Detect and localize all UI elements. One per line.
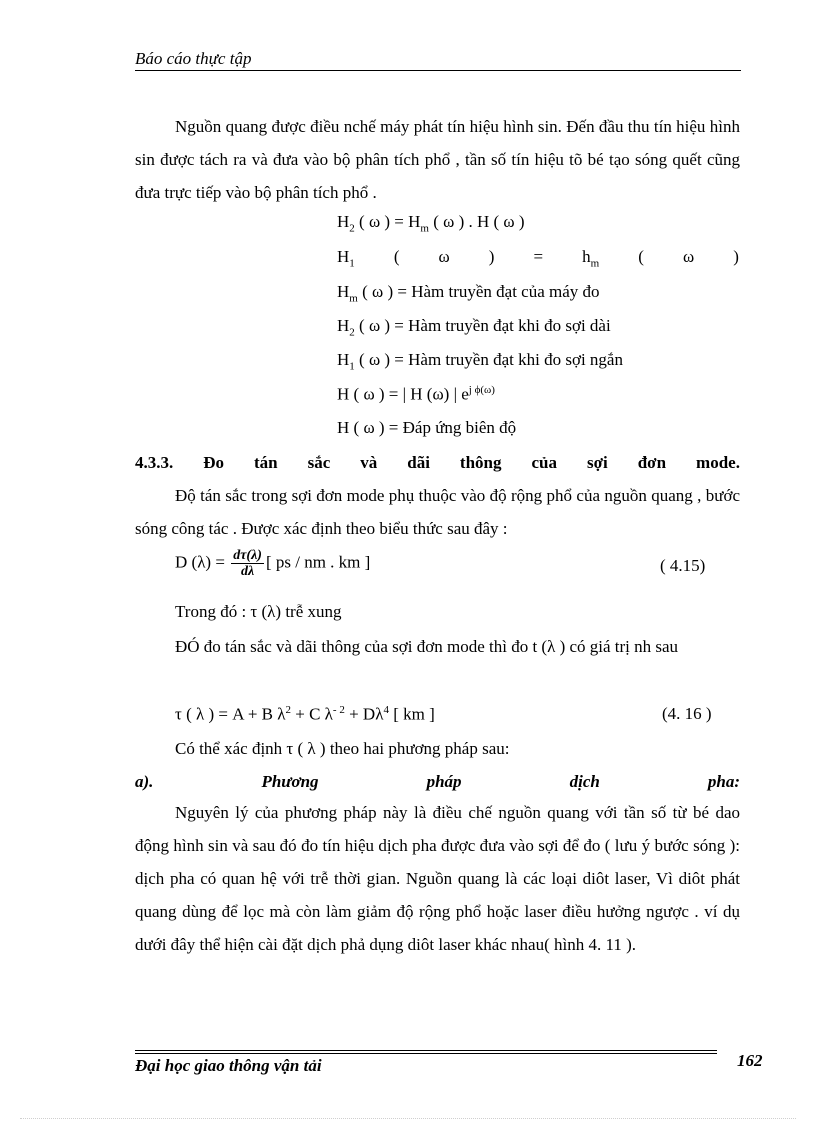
measure-paragraph: ĐÓ đo tán sắc và dãi thông của sợi đơn mode thì đo t (λ ) có giá trị nh sau — [175, 637, 679, 656]
header-title: Báo cáo thực tập — [135, 49, 252, 68]
equation-h1-definition: $H_1$ ( ω ) = Hàm truyền đạt khi đo sợi ngắn — [337, 350, 623, 373]
footer-rule — [135, 1050, 717, 1051]
equation-h1: $H_1$ ( ω ) = $h_m$ ( ω ) — [337, 247, 739, 270]
intro-paragraph — [135, 110, 740, 209]
page-number: 162 — [737, 1051, 763, 1070]
phase-shift-paragraph: Nguyên lý của phương pháp này là điều chế nguồn quang với tần số từ bé dao động hình sin và sau đó đo tín hiệu dịch pha được đưa vào sợi để đo ( lưu ý bước sóng ): dịch pha có quan hệ với trễ thời gian. Nguồn quang là các loại diôt laser, Vì diôt phát quang dùng để lọc mà còn làm giảm độ rộng phổ hoặc laser điều hưởng ngược . ví dụ dưới đây thể hiện cài đặt dịch phả dụng diôt laser khác nhau( hình 4. 11 ). — [135, 803, 740, 954]
formula-4-15-number: ( 4.15) — [660, 556, 706, 575]
footer-rule-double — [135, 1053, 717, 1054]
intro-paragraph-text: Nguồn quang được điều nchế máy phát tín hiệu hình sin. Đến đầu thu tín hiệu hình sin được tách ra và đưa vào bộ phân tích phổ , tần số tín hiệu tõ bé tạo sóng quết cũng đưa trực tiếp vào bộ phân tích phổ . — [135, 117, 740, 202]
page-bottom-border — [20, 1118, 796, 1119]
formula-4-16-number: (4. 16 ) — [662, 704, 712, 723]
dispersion-paragraph: Độ tán sắc trong sợi đơn mode phụ thuộc vào độ rộng phổ của nguồn quang , bước sóng công tác . Được xác định theo biểu thức sau đây : — [135, 486, 740, 538]
formula-4-15: D (λ) = $\frac{d\tau(\lambda)}{d\lambda}$ [ ps / nm . km ] — [175, 548, 371, 579]
equation-h2: $H_2$ ( ω ) = $H_m$ ( ω ) . H ( ω ) — [337, 212, 525, 235]
where-line: Trong đó : τ (λ) trễ xung — [175, 602, 342, 621]
methods-line: Có thể xác định τ ( λ ) theo hai phương pháp sau: — [175, 739, 510, 758]
header-rule — [135, 70, 741, 71]
equation-h-magnitude-phase: H ( ω ) = | H (ω) | $e^{j \phi(\omega)}$ — [337, 384, 495, 404]
formula-4-16: τ ( λ ) = A + B $\lambda^2 + C$ $\lambda^{- 2} + D\lambda^4$ [ km ] — [175, 704, 435, 724]
section-heading-4-3-3: 4.3.3. Đo tán sắc và dãi thông của sợi đơn mode. — [135, 453, 740, 472]
equation-h-amplitude-response: H ( ω ) = Đáp ứng biên độ — [337, 418, 517, 437]
equation-h2-definition: $H_2$ ( ω ) = Hàm truyền đạt khi đo sợi dài — [337, 316, 611, 339]
fraction-dtau-dlambda: $\frac{d\tau(\lambda)}{d\lambda}$ — [233, 548, 262, 579]
equation-hm-definition: $H_m$ ( ω ) = Hàm truyền đạt của máy đo — [337, 282, 600, 305]
subheading-phase-shift-method: a). Phương pháp dịch pha: — [135, 772, 740, 791]
footer-university: Đại học giao thông vận tải — [135, 1056, 322, 1075]
